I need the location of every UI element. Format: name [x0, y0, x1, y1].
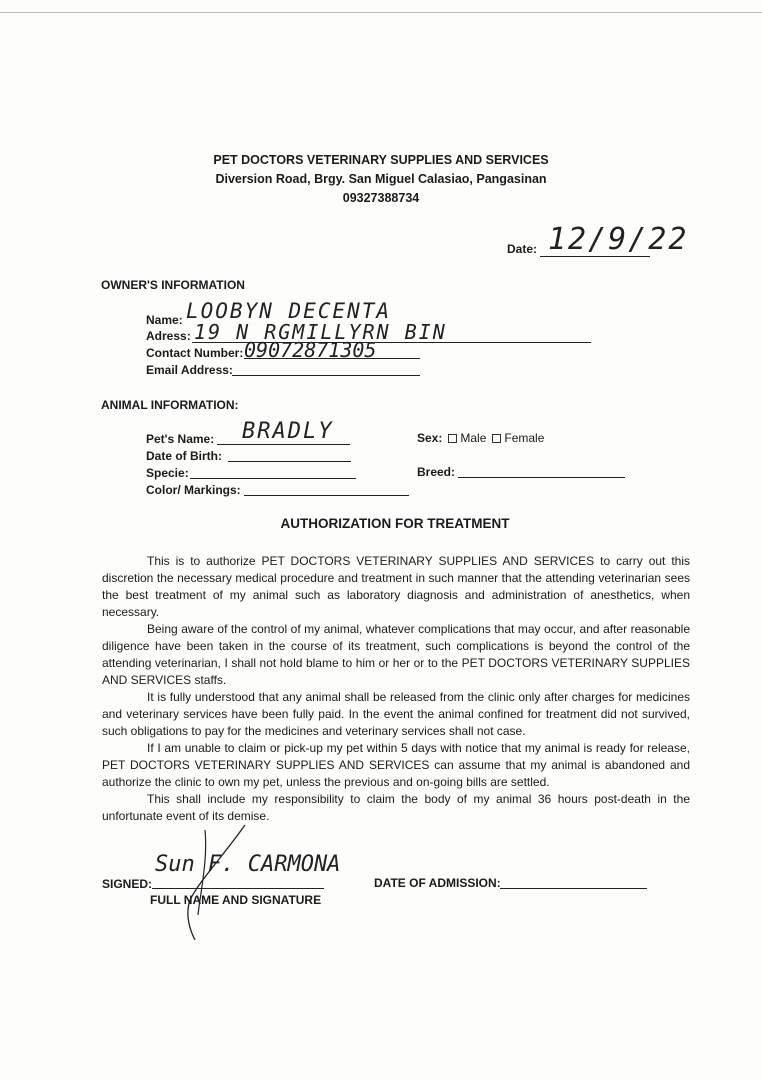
owner-name-label: Name:	[146, 313, 183, 327]
business-address: Diversion Road, Brgy. San Miguel Calasiao, Pangasinan	[215, 172, 547, 186]
sex-field	[417, 431, 544, 445]
dob-label: Date of Birth:	[146, 449, 222, 463]
color-line	[244, 495, 409, 496]
authorization-paragraph-5: This shall include my responsibility to claim the body of my animal 36 hours post-death in the unfortunate event of its demise.	[102, 792, 690, 823]
owner-contact-value: 09072871305	[244, 338, 377, 362]
signature-stroke	[150, 820, 340, 950]
specie-label: Specie:	[146, 466, 189, 480]
owner-address-value: 19 N RGMILLYRN BIN	[194, 320, 447, 344]
color-label: Color/ Markings:	[146, 483, 241, 497]
date-of-admission-line	[500, 888, 647, 889]
dob-line	[228, 461, 351, 462]
signature-line	[152, 888, 324, 889]
business-name: PET DOCTORS VETERINARY SUPPLIES AND SERVICES	[213, 153, 549, 167]
owner-email-line	[232, 375, 420, 376]
sex-label: Sex:	[417, 431, 443, 445]
owner-contact-label: Contact Number:	[146, 346, 244, 360]
owner-heading: OWNER'S INFORMATION	[101, 278, 245, 292]
signed-label: SIGNED:	[102, 877, 153, 891]
scan-edge-line	[0, 12, 762, 13]
date-value: 12/9/22	[548, 222, 689, 257]
authorization-title: AUTHORIZATION FOR TREATMENT	[280, 516, 510, 531]
male-checkbox[interactable]	[448, 434, 457, 443]
breed-line	[458, 477, 625, 478]
pet-name-line	[217, 444, 350, 445]
pet-name-label: Pet's Name:	[146, 432, 215, 446]
female-checkbox[interactable]	[492, 434, 501, 443]
animal-heading: ANIMAL INFORMATION:	[101, 398, 239, 412]
pet-name-value: BRADLY	[242, 419, 334, 444]
authorization-paragraph-4: If I am unable to claim or pick-up my pet within 5 days with notice that my animal is ready for release, PET DOCTORS VETERINARY SUPPLIES AND SERVICES can assume that my animal is abandoned and authorize the clinic to own my pet, unless the previous and on-going bills are settled.	[102, 741, 690, 789]
authorization-paragraph-3: It is fully understood that any animal shall be released from the clinic only after charges for medicines and veterinary services have been fully paid. In the event the animal confined for treatment did not survived, such obligations to pay for the medicines and veterinary services shall not case.	[102, 690, 690, 738]
authorization-body	[102, 553, 690, 825]
authorization-paragraph-1: This is to authorize PET DOCTORS VETERINARY SUPPLIES AND SERVICES to carry out this discretion the necessary medical procedure and treatment in such manner that the attending veterinarian sees the best treatment of my animal such as laboratory diagnosis and administration of anesthetics, when necessary.	[102, 554, 690, 619]
male-option-label: Male	[460, 431, 487, 445]
specie-line	[190, 478, 356, 479]
owner-name-value: LOOBYN DECENTA	[186, 299, 392, 323]
business-phone: 09327388734	[342, 191, 420, 205]
authorization-paragraph-2: Being aware of the control of my animal, whatever complications that may occur, and after reasonable diligence have been taken in the course of its treatment, such complications is beyond the control of the attending veterinarian, I shall not hold blame to him or her or to the PET DOCTORS VETERINARY SUPPLIES AND SERVICES staffs.	[102, 622, 690, 687]
handwritten-signature: Sun F. CARMONA	[155, 852, 341, 877]
owner-address-label: Adress:	[146, 329, 191, 343]
full-name-signature-label: FULL NAME AND SIGNATURE	[150, 893, 322, 907]
owner-email-label: Email Address:	[146, 363, 233, 377]
date-label: Date:	[507, 242, 538, 256]
date-of-admission-label: DATE OF ADMISSION:	[374, 876, 501, 890]
female-option-label: Female	[504, 431, 545, 445]
breed-label: Breed:	[417, 465, 456, 479]
